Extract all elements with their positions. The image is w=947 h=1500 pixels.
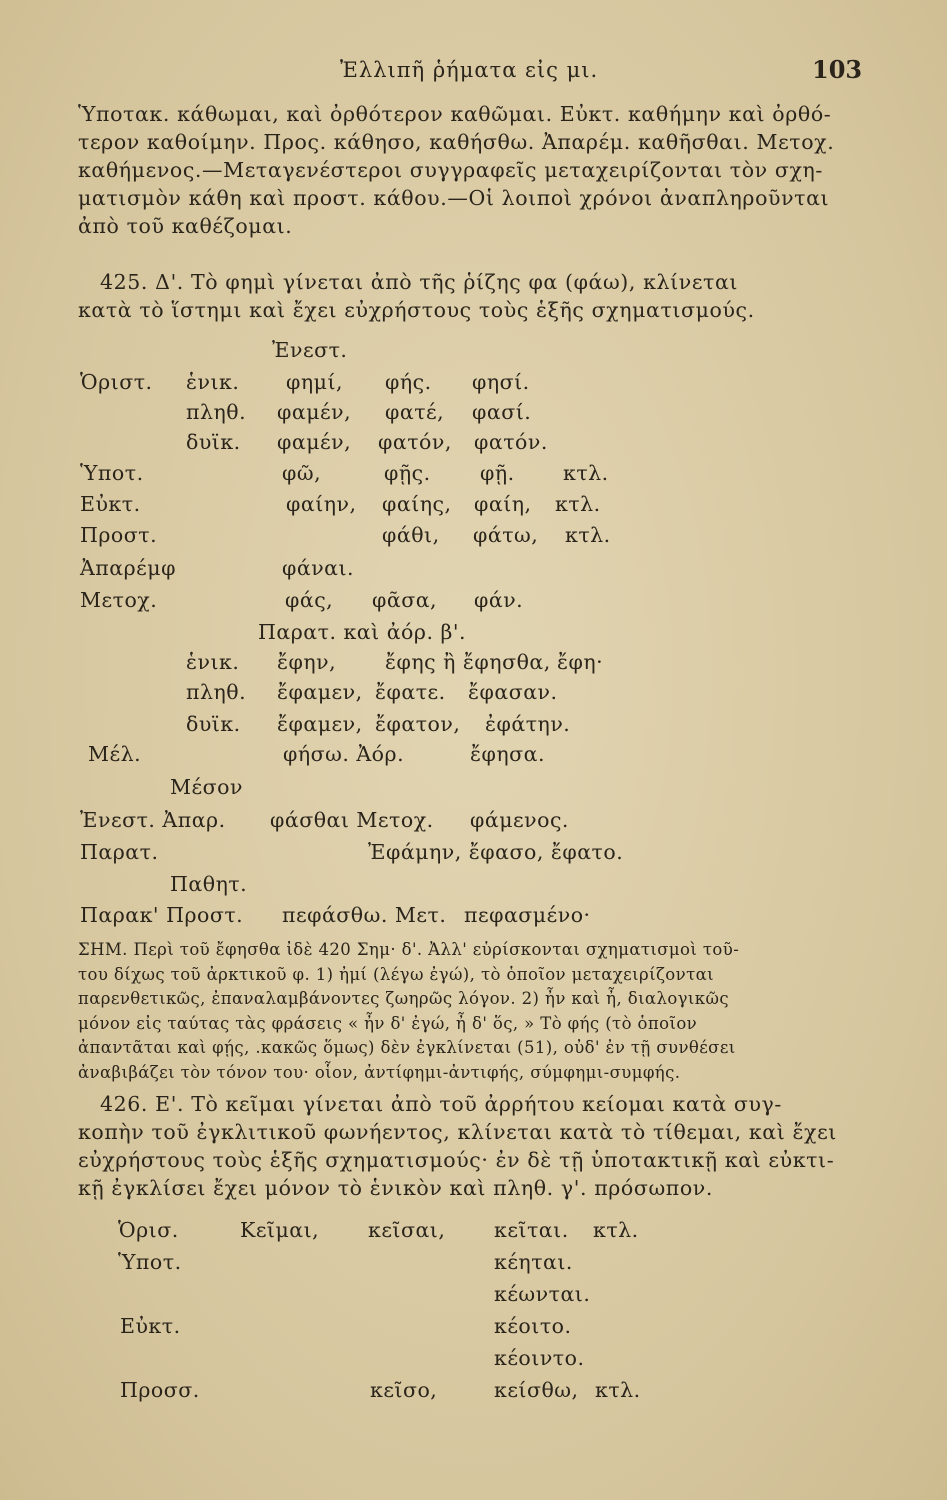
verb-form: φῇς.: [384, 461, 431, 485]
footnote: [78, 938, 888, 1085]
note-line: ΣΗΜ. Περὶ τοῦ ἔφησθα ἰδὲ 420 Σημ· δ'. Ἀλλ' εὑρίσκονται σχηματισμοὶ τοῦ-: [78, 940, 740, 959]
verb-form: ἔφης ἢ ἔφησθα,: [385, 650, 551, 674]
mood-label: Ὑποτ.: [118, 1250, 182, 1274]
text-line: εὐχρήστους τοὺς ἑξῆς σχηματισμούς· ἐν δὲ τῇ ὑποτακτικῇ καὶ εὐκτι-: [78, 1148, 835, 1172]
verb-form: φῶ,: [282, 461, 322, 485]
text-line: Ὑποτακ. κάθωμαι, καὶ ὀρθότερον καθῶμαι. Εὐκτ. καθήμην καὶ ὀρθό-: [78, 102, 832, 126]
note-line: μόνον εἰς ταύτας τὰς φράσεις « ἦν δ' ἐγώ, ἦ δ' ὅς, » Τὸ φής (τὸ ὁποῖον: [78, 1013, 698, 1033]
verb-form: Κεῖμαι,: [240, 1218, 320, 1242]
number-label: ἑνικ.: [186, 650, 240, 674]
verb-form: κείσθω,: [494, 1378, 579, 1402]
verb-form: πεφάσθω. Μετ.: [282, 903, 447, 927]
verb-form: ἔφη·: [557, 650, 604, 674]
page-number: 103: [812, 55, 863, 84]
note-line: ἀναβιβάζει τὸν τόνον του· οἷον, ἀντίφημι-ἀντιφής, σύμφημι-συμφής.: [78, 1062, 681, 1082]
verb-form: κτλ.: [563, 461, 609, 485]
verb-form: κτλ.: [565, 523, 611, 547]
table-heading: Παρατ. καὶ ἀόρ. β'.: [258, 620, 466, 644]
verb-form: φάθι,: [382, 523, 440, 547]
mood-label: Εὐκτ.: [80, 492, 141, 516]
mood-label: Παρακ' Προστ.: [80, 903, 244, 927]
verb-form: φής.: [385, 370, 432, 394]
section-426-paragraph: [78, 1090, 900, 1202]
verb-form: κτλ.: [555, 492, 601, 516]
verb-form: φαμέν,: [277, 430, 352, 454]
verb-form: φασί.: [472, 400, 532, 424]
verb-form: φάν.: [474, 588, 524, 612]
verb-form: ἔφην,: [277, 650, 337, 674]
verb-form: φαίη,: [474, 492, 532, 516]
mood-label: Ὁριστ.: [80, 370, 153, 394]
number-label: ἑνικ.: [186, 370, 240, 394]
verb-form: Ἐφάμην, ἔφασο, ἔφατο.: [368, 840, 624, 864]
text-line: κοπὴν τοῦ ἐγκλιτικοῦ φωνήεντος, κλίνεται κατὰ τὸ τίθεμαι, καὶ ἔχει: [78, 1120, 837, 1144]
section-425-paragraph: [78, 268, 900, 324]
mood-label: Ὑποτ.: [80, 461, 144, 485]
verb-form: κεῖται.: [494, 1218, 569, 1242]
mood-label: Παρατ.: [80, 840, 159, 864]
text-line: ματισμὸν κάθη καὶ προστ. κάθου.—Οἱ λοιποὶ χρόνοι ἀναπληροῦνται: [78, 186, 830, 210]
text-line: κῇ ἐγκλίσει ἔχει μόνον τὸ ἑνικὸν καὶ πληθ. γ'. πρόσωπον.: [78, 1176, 713, 1200]
mood-label: Μέλ.: [88, 742, 142, 766]
mood-label: Εὐκτ.: [120, 1314, 181, 1338]
table-heading: Μέσον: [170, 775, 243, 799]
text-line: τερον καθοίμην. Προς. κάθησο, καθήσθω. Ἀπαρέμ. καθῆσθαι. Μετοχ.: [78, 130, 835, 154]
verb-form: κέωνται.: [494, 1282, 591, 1306]
verb-form: φᾶσα,: [372, 588, 438, 612]
mood-label: Ὁρισ.: [118, 1218, 179, 1242]
note-line: του δίχως τοῦ ἀρκτικοῦ φ. 1) ἠμί (λέγω ἐγώ), τὸ ὁποῖον μεταχειρίζονται: [78, 964, 715, 984]
verb-form: κέοιτο.: [494, 1314, 572, 1338]
mood-label: Προστ.: [80, 523, 158, 547]
verb-form: φαμέν,: [277, 400, 352, 424]
number-label: πληθ.: [186, 680, 247, 704]
verb-form: φάμενος.: [470, 808, 569, 832]
verb-form: φήσω. Ἀόρ.: [283, 742, 405, 766]
verb-form: φῇ.: [480, 461, 515, 485]
number-label: δυϊκ.: [186, 712, 241, 736]
text-line: ἀπὸ τοῦ καθέζομαι.: [78, 214, 293, 238]
verb-form: κέηται.: [494, 1250, 573, 1274]
verb-form: πεφασμένο·: [464, 903, 591, 927]
verb-form: ἔφασαν.: [468, 680, 558, 704]
note-line: ἀπαντᾶται καὶ φῄς, .κακῶς ὅμως) δὲν ἐγκλίνεται (51), οὐδ' ἐν τῇ συνθέσει: [78, 1038, 736, 1057]
running-title: Ἐλλιπῆ ῥήματα εἰς μι.: [340, 58, 599, 82]
number-label: δυϊκ.: [186, 430, 241, 454]
verb-form: φατόν,: [378, 430, 452, 454]
text-line: 425. Δ'. Τὸ φημὶ γίνεται ἀπὸ τῆς ῥίζης φα (φάω), κλίνεται: [100, 270, 739, 294]
table-heading: Ἐνεστ.: [272, 338, 348, 362]
verb-form: κεῖσαι,: [368, 1218, 446, 1242]
verb-form: ἐφάτην.: [485, 712, 571, 736]
verb-form: φάς,: [285, 588, 334, 612]
verb-form: ἔφαμεν,: [277, 712, 363, 736]
note-line: παρενθετικῶς, ἐπαναλαμβάνοντες ζωηρῶς λόγον. 2) ἦν καὶ ἦ, διαλογικῶς: [78, 989, 730, 1008]
intro-paragraph: [78, 100, 878, 240]
verb-form: κτλ.: [593, 1218, 639, 1242]
verb-form: φατέ,: [385, 400, 445, 424]
text-line: κατὰ τὸ ἵστημι καὶ ἔχει εὐχρήστους τοὺς ἑξῆς σχηματισμούς.: [78, 298, 755, 322]
text-line: 426. Ε'. Τὸ κεῖμαι γίνεται ἀπὸ τοῦ ἀρρήτου κείομαι κατὰ συγ-: [100, 1092, 782, 1116]
verb-form: ἔφησα.: [470, 742, 545, 766]
mood-label: Προσσ.: [120, 1378, 200, 1402]
verb-form: φημί,: [286, 370, 344, 394]
verb-form: φησί.: [472, 370, 530, 394]
verb-form: κέοιντο.: [494, 1346, 585, 1370]
mood-label: Μετοχ.: [80, 588, 158, 612]
verb-form: φατόν.: [474, 430, 548, 454]
verb-form: φάτω,: [473, 523, 539, 547]
verb-form: ἔφατον,: [375, 712, 461, 736]
verb-form: φαίης,: [382, 492, 452, 516]
verb-form: φάναι.: [282, 556, 355, 580]
text-line: καθήμενος.—Μεταγενέστεροι συγγραφεῖς μεταχειρίζονται τὸν σχη-: [78, 158, 823, 182]
table-heading: Παθητ.: [170, 872, 248, 896]
verb-form: κεῖσο,: [370, 1378, 438, 1402]
number-label: πληθ.: [186, 400, 247, 424]
verb-form: φαίην,: [286, 492, 357, 516]
verb-form: ἔφατε.: [375, 680, 446, 704]
verb-form: φάσθαι Μετοχ.: [270, 808, 434, 832]
mood-label: Ἀπαρέμφ: [80, 556, 176, 580]
verb-form: ἔφαμεν,: [277, 680, 363, 704]
mood-label: Ἐνεστ. Ἀπαρ.: [80, 808, 226, 832]
verb-form: κτλ.: [595, 1378, 641, 1402]
